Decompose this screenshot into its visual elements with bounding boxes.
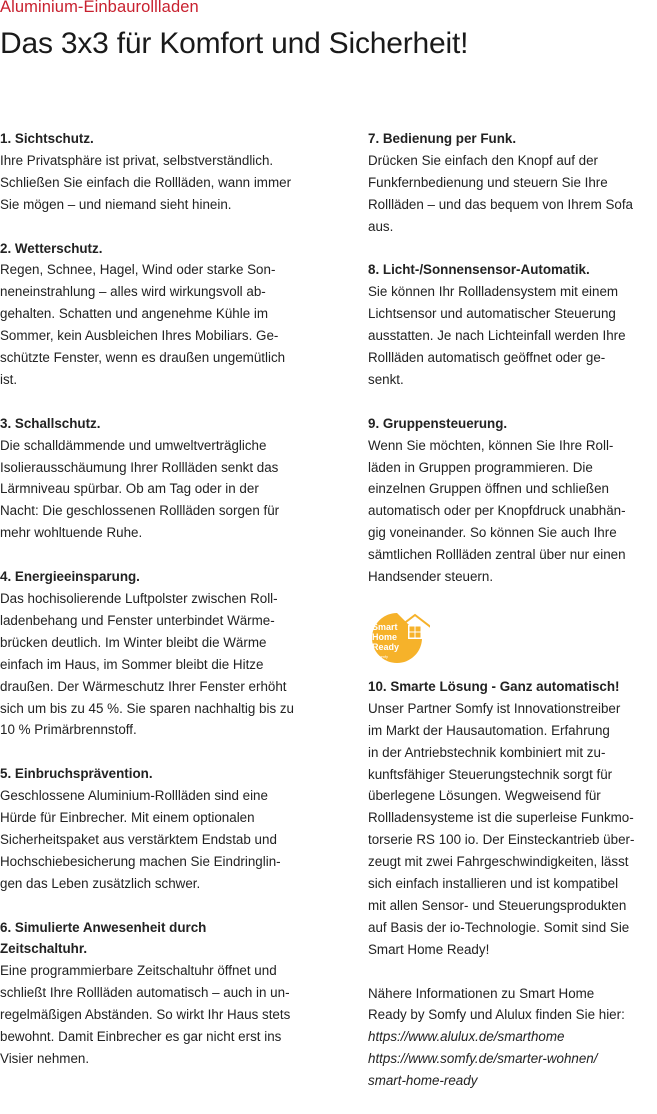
badge-brand: by somfy [372, 653, 389, 659]
section-sensor-automatik [368, 259, 657, 390]
section-text: Die schalldämmende und umweltverträgliche Isolierausschäumung Ihrer Rollläden senkt das Lärmniveau spürbar. Ob am Tag oder in der Nacht: Die geschlossenen Rollläden sorgen für mehr wohltuende Ruhe. [0, 437, 280, 541]
section-title: 6. Simulierte Anwesenheit durch Zeitschaltuhr. [0, 919, 207, 957]
badge-line-3: Ready [372, 641, 400, 652]
section-smarte-loesung [368, 676, 657, 961]
section-gruppensteuerung [368, 413, 657, 588]
section-schallschutz [0, 413, 330, 544]
section-text: Wenn Sie möchten, können Sie Ihre Roll- läden in Gruppen programmieren. Die einzelnen Gruppen öffnen und schließen automatisch oder per Knopfdruck unabhän- gig voneinander. So können Sie auch Ihre sämtlichen Rollläden zentral über nur einen Handsender steuern. [368, 437, 626, 585]
section-title: 3. Schallschutz. [0, 415, 101, 431]
section-energieeinsparung [0, 566, 330, 741]
somfy-link[interactable]: https://www.somfy.de/smarter-wohnen/ smart-home-ready [368, 1051, 598, 1089]
section-einbruchspraevention [0, 763, 330, 894]
section-text: Das hochisolierende Luftpolster zwischen Roll- ladenbehang und Fenster unterbindet Wärme- brücken deutlich. Im Winter bleibt die Wärme einfach im Haus, im Sommer bleibt die Hitze draußen. Der Wärmeschutz Ihrer Fenster erhöht sich um bis zu 45 %. Sie sparen nachhaltig bis zu 10 % Primärbrennstoff. [0, 590, 295, 738]
section-text: Sie können Ihr Rollladensystem mit einem Lichtsensor und automatischer Steuerung ausstatten. Je nach Lichteinfall werden Ihre Rollläden automatisch geöffnet oder ge- senkt. [368, 284, 626, 387]
smart-home-ready-badge [368, 610, 430, 666]
section-text: Geschlossene Aluminium-Rollläden sind eine Hürde für Einbrecher. Mit einem optionalen Sicherheitspaket aus verstärktem Endstab und Hochschiebesicherung machen Sie Eindringlin- gen das Leben zusätzlich schwer. [0, 788, 281, 891]
section-title: 10. Smarte Lösung - Ganz automatisch! [368, 678, 620, 694]
section-text: Drücken Sie einfach den Knopf auf der Funkfernbedienung und steuern Sie Ihre Rollläden – und das bequem von Ihrem Sofa aus. [368, 152, 634, 234]
section-text: Eine programmierbare Zeitschaltuhr öffnet und schließt Ihre Rollläden automatisch – auch in un- regelmäßigen Abständen. So wirkt Ihr Haus stets bewohnt. Damit Einbrecher es gar nicht erst ins Visier nehmen. [0, 963, 291, 1066]
info-text: Nähere Informationen zu Smart Home Ready by Somfy und Alulux finden Sie hier: [368, 985, 625, 1023]
alulux-link[interactable]: https://www.alulux.de/smarthome [368, 1029, 565, 1045]
section-wetterschutz [0, 238, 330, 391]
badge-line-1: Smart [372, 621, 398, 632]
section-sichtschutz [0, 128, 330, 216]
section-text: Regen, Schnee, Hagel, Wind oder starke Son- neneinstrahlung – alles wird wirkungsvoll ab- gehalten. Schatten und angenehme Kühle im Sommer, kein Ausbleichen Ihres Mobiliars. Ge- schützte Fenster, wenn es draußen ungemütlich ist. [0, 262, 286, 387]
section-title: 1. Sichtschutz. [0, 131, 94, 146]
page-title: Das 3x3 für Komfort und Sicherheit! [0, 27, 469, 60]
section-text: Unser Partner Somfy ist Innovationstreiber im Markt der Hausautomation. Erfahrung in der Antriebstechnik kombiniert mit zu- kunftsfähiger Steuerungstechnik sorgt für überlegene Lösungen. Wegweisend für Rollladensysteme ist die superleise Funkmo- torserie RS 100 io. Der Einsteckantrieb über- zeugt mit zwei Fahrgeschwindigkeiten, lässt sich einfach installieren und ist kompatibel mit allen Sensor- und Steuerungsprodukten auf Basis der io-Technologie. Somit sind Sie Smart Home Ready! [368, 700, 635, 957]
section-bedienung-per-funk [368, 128, 657, 238]
section-title: 2. Wetterschutz. [0, 240, 103, 256]
kicker: Aluminium-Einbaurollladen [0, 0, 199, 16]
section-title: 8. Licht-/Sonnensensor-Automatik. [368, 262, 590, 278]
badge-line-2: Home [372, 631, 398, 642]
section-title: 9. Gruppensteuerung. [368, 415, 508, 431]
left-column [0, 128, 330, 1092]
section-title: 5. Einbruchsprävention. [0, 766, 153, 782]
section-title: 4. Energieeinsparung. [0, 569, 140, 585]
section-simulierte-anwesenheit [0, 917, 330, 1070]
section-info [368, 983, 657, 1093]
section-title: 7. Bedienung per Funk. [368, 131, 517, 146]
section-text: Ihre Privatsphäre ist privat, selbstverständlich. Schließen Sie einfach die Rollläden, wann immer Sie mögen – und niemand sieht hinein. [0, 152, 292, 212]
right-column [368, 128, 657, 1114]
